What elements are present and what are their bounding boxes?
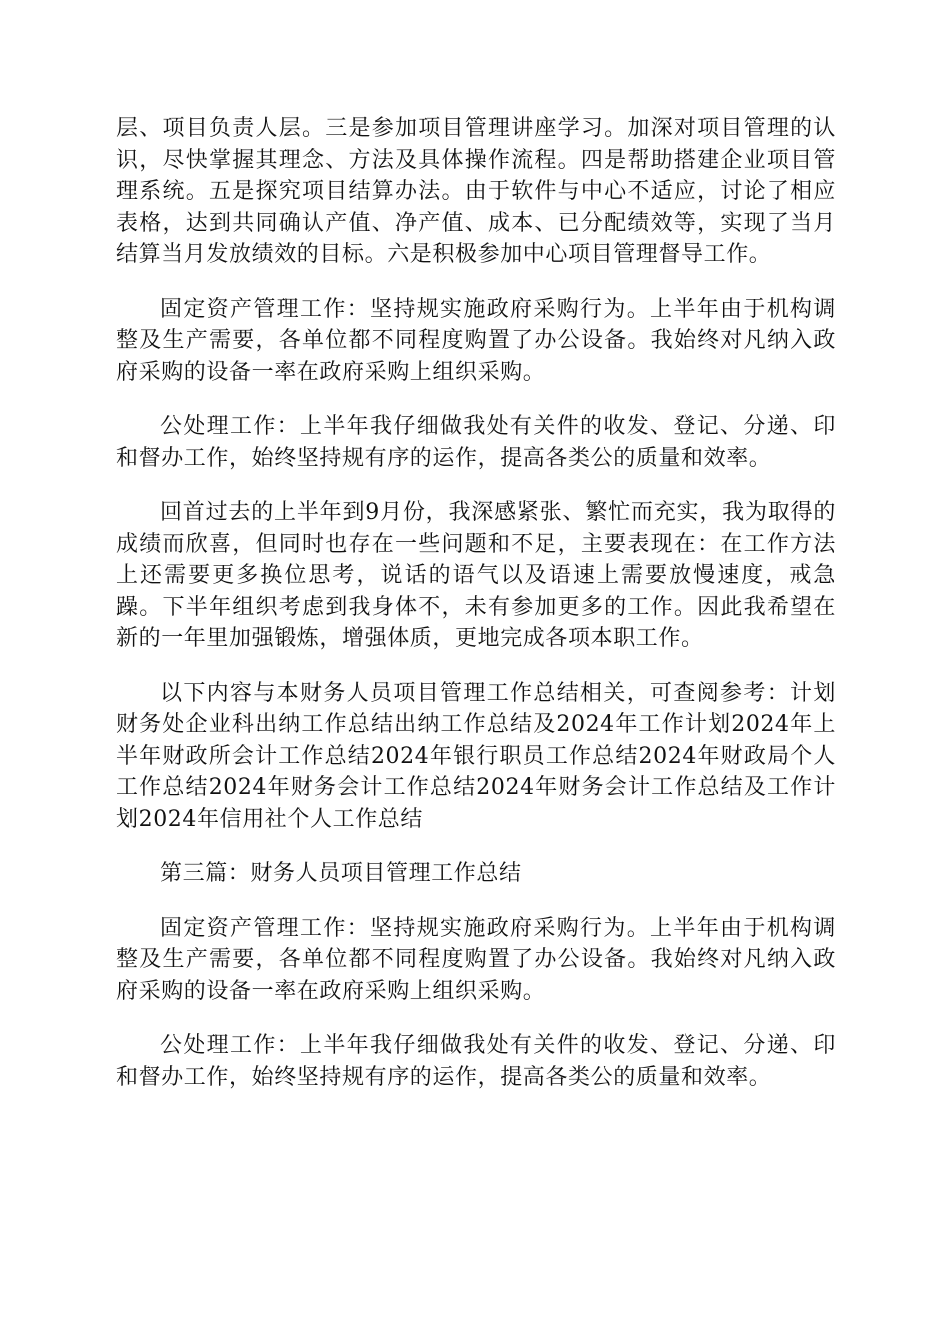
- paragraph-related-references: 以下内容与本财务人员项目管理工作总结相关，可查阅参考：计划财务处企业科出纳工作总结出纳工作总结及2024年工作计划2024年上半年财政所会计工作总结2024年银行职员工作总结2024年财政局个人工作总结2024年财务会计工作总结2024年财务会计工作总结及工作计划2024年信用社个人工作总结: [116, 680, 836, 832]
- section-heading-part-three: 第三篇：财务人员项目管理工作总结: [160, 861, 522, 886]
- paragraph-document-handling: 公处理工作：上半年我仔细做我处有关件的收发、登记、分递、印和督办工作，始终坚持规有序的运作，提高各类公的质量和效率。: [116, 414, 836, 471]
- paragraph-fixed-assets: 固定资产管理工作：坚持规实施政府采购行为。上半年由于机构调整及生产需要，各单位都不同程度购置了办公设备。我始终对凡纳入政府采购的设备一率在政府采购上组织采购。: [116, 296, 836, 385]
- paragraph-review: 回首过去的上半年到9月份，我深感紧张、繁忙而充实，我为取得的成绩而欣喜，但同时也存在一些问题和不足，主要表现在：在工作方法上还需要更多换位思考，说话的语气以及语速上需要放慢速度，戒急躁。下半年组织考虑到我身体不，未有参加更多的工作。因此我希望在新的一年里加强锻炼，增强体质，更地完成各项本职工作。: [116, 500, 836, 651]
- document-body: [116, 113, 836, 1116]
- paragraph-project-management-continued: 层、项目负责人层。三是参加项目管理讲座学习。加深对项目管理的认识，尽快掌握其理念、方法及具体操作流程。四是帮助搭建企业项目管理系统。五是探究项目结算办法。由于软件与中心不适应，讨论了相应表格，达到共同确认产值、净产值、成本、已分配绩效等，实现了当月结算当月发放绩效的目标。六是积极参加中心项目管理督导工作。: [116, 116, 836, 267]
- paragraph-fixed-assets-repeat: 固定资产管理工作：坚持规实施政府采购行为。上半年由于机构调整及生产需要，各单位都不同程度购置了办公设备。我始终对凡纳入政府采购的设备一率在政府采购上组织采购。: [116, 915, 836, 1004]
- paragraph-document-handling-repeat: 公处理工作：上半年我仔细做我处有关件的收发、登记、分递、印和督办工作，始终坚持规有序的运作，提高各类公的质量和效率。: [116, 1033, 836, 1090]
